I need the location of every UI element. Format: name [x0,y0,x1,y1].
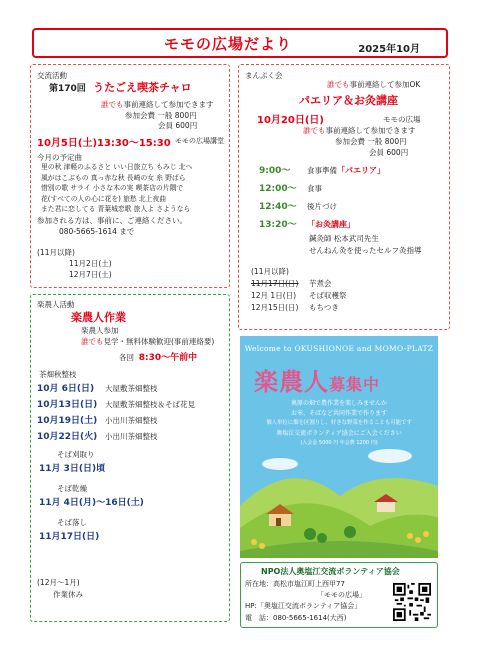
next-title: (11月以降) [251,267,289,276]
rakunoujin-box [30,294,230,622]
apply-note [303,125,416,136]
trial-highlight: 誰でも [81,337,104,346]
tea-date: 10月13日(日) [37,400,98,410]
poster-line: 奥原の畑で農作業を楽しみませんか [290,400,387,407]
schedule-row [259,217,355,230]
apply-top-note [327,79,420,90]
organization-footer [240,562,438,628]
apply-highlight: 誰でも [303,126,326,135]
contact-note: 参加される方は、事前に、ご連絡ください。 [37,216,187,225]
song-line: 花(すべての人の心に花を) 旅愁 北上夜曲 [41,194,167,203]
next-event: 芋煮会 [309,279,332,288]
contact-phone: 080-5665-1614 まで [59,227,135,236]
tea-row [37,381,158,394]
fee-member [369,147,408,158]
poster-welcome: Welcome to OKUSHIONOE and MOMO-PLATZ [244,344,434,353]
event-name: うたごえ喫茶チャロ [93,81,192,94]
tea-place: 小出川茶畑整枝 [105,416,158,425]
winter-title: (12月～1月) [37,578,80,587]
event-place: モモの広場 [383,115,421,124]
recruitment-poster [240,336,438,558]
soba-cut-title: そば刈取り [57,450,95,459]
event-name: 楽農人作業 [71,311,126,324]
apply-text: 事前連絡して参加できます [123,100,214,109]
hp-value: 「奥塩江交流ボランティア協会」 [256,602,362,610]
title-banner [32,28,448,58]
soba-drop-date: 11月17日(日) [39,532,100,542]
tea-title: 茶畑秋整枝 [39,370,77,379]
next-date: 12月15日(日) [251,303,299,312]
next-title: (11月以降) [37,248,75,257]
fee-general-value: 800円 [174,111,197,120]
schedule-time: 9:00～ [259,166,291,176]
issue-date: 2025年10月 [358,44,420,55]
fee-general [335,136,407,147]
next-date: 11月17日(日) [251,279,299,288]
tea-row [37,413,158,426]
next-date: 12月7日(土) [69,270,112,279]
tel-label: 電 話： [245,614,273,622]
trial-text: 見学・無料体験歓迎(事前連絡要) [103,337,215,346]
apply-text: 事前連絡して参加OK [349,80,421,89]
event-place: モモの広場講堂 [175,137,224,145]
fee-member [158,120,197,131]
schedule-time: 12:00～ [259,184,297,194]
fee-member-value: 600円 [386,148,409,157]
next-row [251,290,347,301]
org-name: NPO法人奥塩江交流ボランティア協会 [261,567,400,576]
newsletter-title: モモの広場だより [164,35,293,53]
schedule-row [259,181,322,194]
schedule-highlight: 「パエリア」 [337,166,385,175]
soba-dry-title: そば乾燥 [57,484,87,493]
fee-member-label: 会員 [369,148,384,157]
winter-note: 作業休み [53,590,83,599]
qr-code-icon[interactable] [393,583,431,621]
schedule-highlight: 「お灸講座」 [307,220,355,229]
apply-highlight: 誰でも [101,100,124,109]
trial-note [81,336,214,347]
poster-line: 奥塩江交流ボランティア協会にご入会ください [276,430,402,437]
section-label: 楽農人活動 [37,300,75,309]
next-date: 11月2日(土) [69,259,112,268]
hp-row [245,601,361,611]
schedule-text: 食事準備 [307,166,337,175]
hp-label: HP: [245,602,257,610]
song-line: 風がはこぶもの 真っ赤な秋 長崎の女 糸 野ばら [41,173,186,182]
poster-headline-sub: 募集中 [329,375,381,394]
song-line: 里の秋 津軽のふるさと いい日旅立ち もみじ 北へ [41,163,193,171]
time-row [119,350,197,363]
fee-general-value: 800円 [384,137,407,146]
lecturer: 鍼灸師 松本武司先生 [309,234,379,243]
song-line: また君に恋してる 青葉城恋歌 旅人よ さようなら [41,205,191,213]
program-title: 今月の予定曲 [37,153,82,162]
event-number: 第170回 [49,84,86,94]
fee-member-value: 600円 [175,121,198,130]
tea-date: 10月19日(土) [37,416,98,426]
fee-member-label: 会員 [158,121,173,130]
section-label: まんぷく会 [245,71,283,80]
fee-label: 参加会費 [125,111,155,120]
event-date: 10月20日(日) [257,115,324,126]
song-line: 惜別の歌 サライ 小さな木の実 喫茶店の片隅で [41,184,184,192]
schedule-time: 12:40～ [259,202,297,212]
apply-highlight: 誰でも [327,80,350,89]
schedule-text: 後片づけ [307,202,337,211]
tea-row [37,429,158,442]
schedule-row [259,199,337,212]
tea-row [37,397,195,410]
song-list [41,162,192,215]
schedule-time: 13:20～ [259,220,297,230]
address-value: 高松市塩江町上西甲77 [273,580,345,588]
poster-line: 個人単位に畑を区割りし、好きな野菜を作ることも可能です [266,420,412,426]
section-label: 交流活動 [37,71,67,80]
event-date: 10月5日(土)13:30～15:30 [37,138,171,149]
freq-label: 各回 [119,353,134,362]
poster-landscape-illustration [240,336,438,558]
soba-cut-date: 11月 3日(日)頃 [39,464,106,474]
fee-label: 参加会費 [335,137,365,146]
fee-general-label: 一般 [367,137,383,146]
lecture-desc: せんねん灸を使ったセルフ灸指導 [309,246,422,255]
poster-headline-main: 楽農人 [254,368,329,396]
tea-place: 小出川茶畑整枝 [105,432,158,441]
work-time: 8:30～午前中 [138,353,198,363]
utagoe-cafe-box [30,64,230,288]
join-label: 楽農人参加 [81,326,119,335]
address-label: 所在地： [245,580,273,588]
poster-line: お米、そばなど共同作業で作ります [290,410,387,417]
tea-date: 10月22日(火) [37,432,98,442]
tel-row [245,613,347,623]
next-row [251,278,332,289]
soba-drop-title: そば落し [57,518,87,527]
address-row [245,579,345,589]
apply-note [101,99,214,110]
next-event: そば収穫祭 [309,291,347,300]
fee-general-label: 一般 [157,111,173,120]
poster-line: (入会金 5000 円 年会費 1200 円) [300,440,378,446]
next-event: もちつき [309,303,339,312]
apply-text: 事前連絡して参加できます [325,126,416,135]
manpuku-box [238,64,450,330]
next-date: 12月 1日(日) [251,291,297,300]
tea-place: 大屋敷茶畑整枝＆そば花見 [105,400,195,409]
address-sub: 「モモの広場」 [317,591,366,599]
tea-date: 10月 6日(日) [37,384,95,394]
schedule-row [259,163,385,176]
soba-dry-date: 11月 4日(月)～16日(土) [39,498,144,508]
tel-value: 080-5665-1614(大西) [273,614,347,622]
schedule-text: 食事 [307,184,322,193]
next-row [251,302,339,313]
tea-place: 大屋敷茶畑整枝 [105,384,158,393]
event-name: パエリア＆お灸講座 [299,94,398,107]
